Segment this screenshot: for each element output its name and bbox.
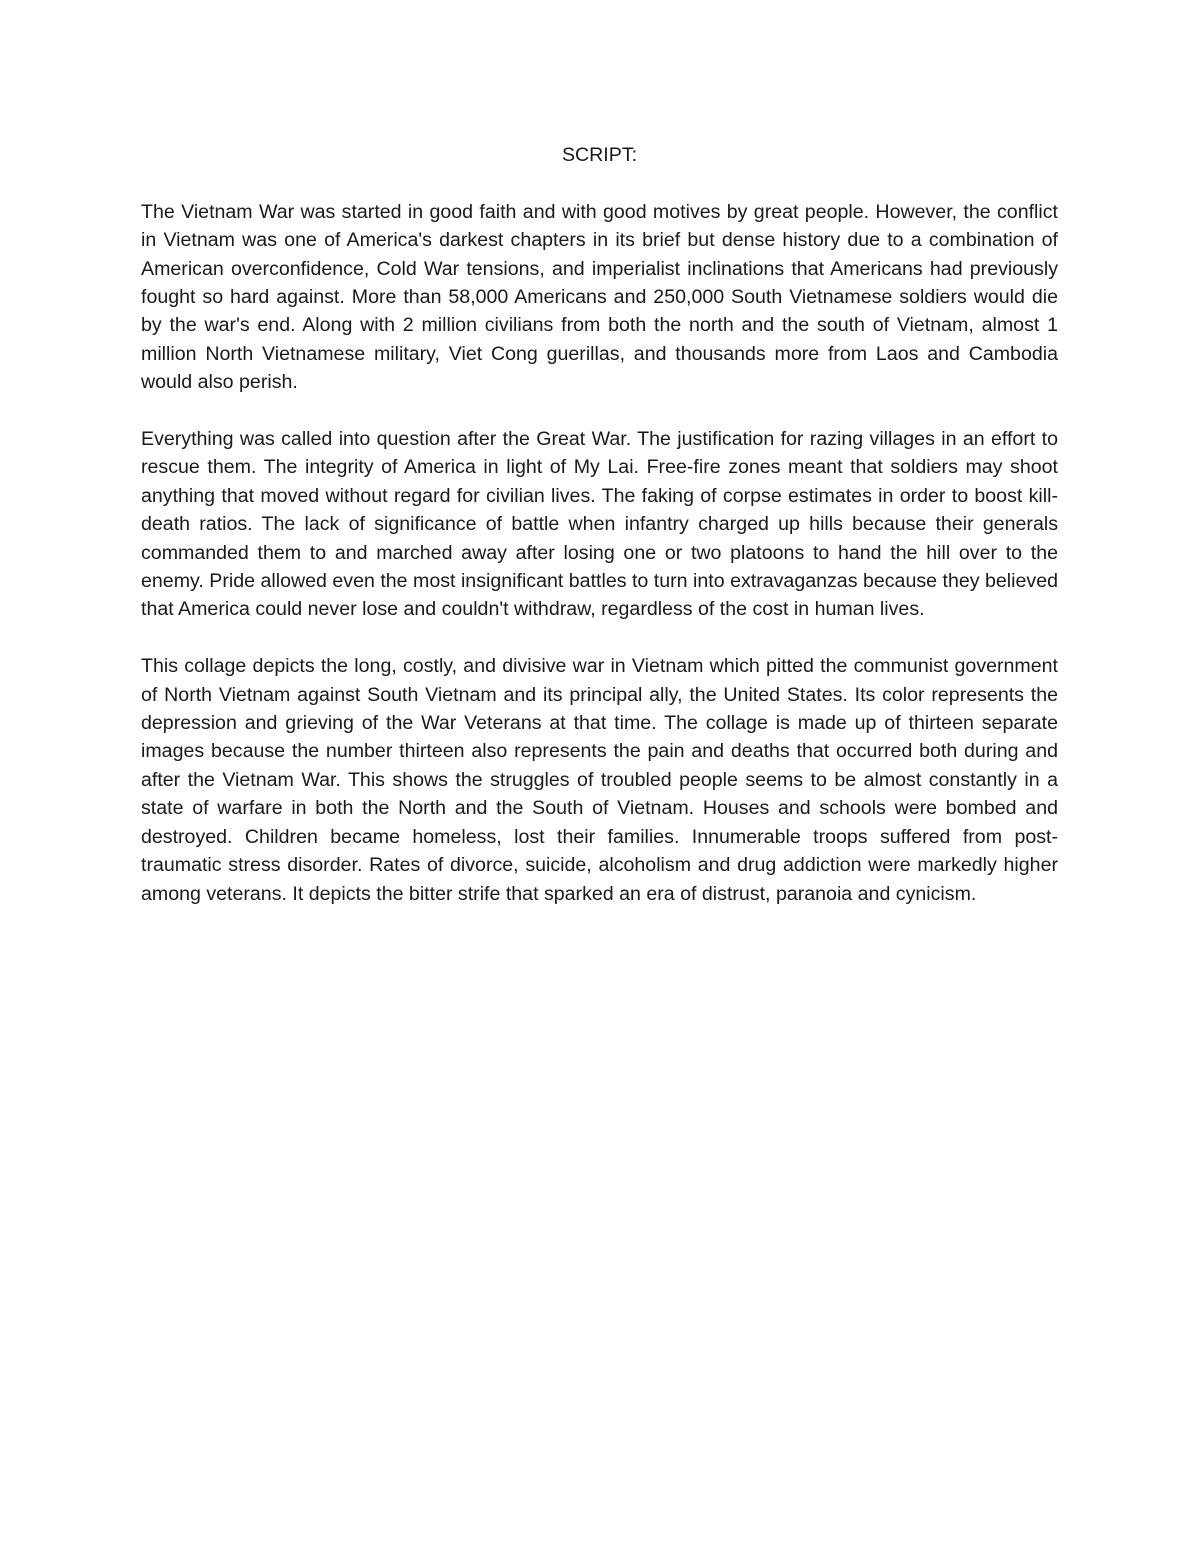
document-body (141, 141, 1058, 936)
paragraph-3: This collage depicts the long, costly, and divisive war in Vietnam which pitted the communist government of North Vietnam against South Vietnam and its principal ally, the United States. Its color represents the depression and grieving of the War Veterans at that time. The collage is made up of thirteen separate images because the number thirteen also represents the pain and deaths that occurred both during and after the Vietnam War. This shows the struggles of troubled people seems to be almost constantly in a state of warfare in both the North and the South of Vietnam. Houses and schools were bombed and destroyed. Children became homeless, lost their families. Innumerable troops suffered from post-traumatic stress disorder. Rates of divorce, suicide, alcoholism and drug addiction were markedly higher among veterans. It depicts the bitter strife that sparked an era of distrust, paranoia and cynicism. (141, 655, 1058, 905)
paragraph-1: The Vietnam War was started in good faith and with good motives by great people. However, the conflict in Vietnam was one of America's darkest chapters in its brief but dense history due to a combination of American overconfidence, Cold War tensions, and imperialist inclinations that Americans had previously fought so hard against. More than 58,000 Americans and 250,000 South Vietnamese soldiers would die by the war's end. Along with 2 million civilians from both the north and the south of Vietnam, almost 1 million North Vietnamese military, Viet Cong guerillas, and thousands more from Laos and Cambodia would also perish. (141, 200, 1058, 394)
document-title: SCRIPT: (561, 144, 638, 166)
paragraph-2: Everything was called into question after the Great War. The justification for razing villages in an effort to rescue them. The integrity of America in light of My Lai. Free-fire zones meant that soldiers may shoot anything that moved without regard for civilian lives. The faking of corpse estimates in order to boost kill-death ratios. The lack of significance of battle when infantry charged up hills because their generals commanded them to and marched away after losing one or two platoons to hand the hill over to the enemy. Pride allowed even the most insignificant battles to turn into extravaganzas because they believed that America could never lose and couldn't withdraw, regardless of the cost in human lives. (141, 428, 1058, 621)
